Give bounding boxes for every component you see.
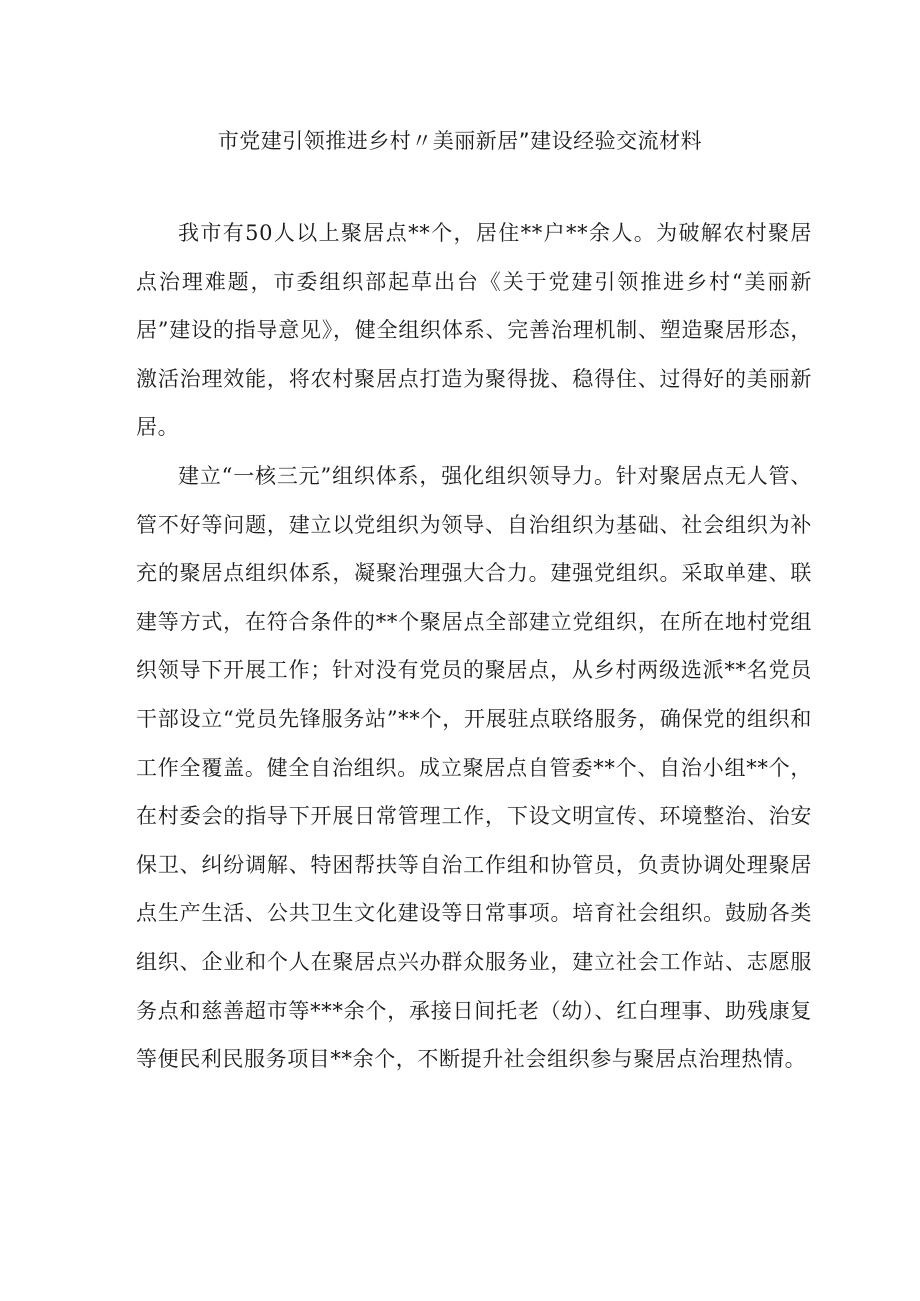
paragraph-intro: 我市有50人以上聚居点**个，居住**户**余人。为破解农村聚居点治理难题，市委组织部起草出台《关于党建引领推进乡村“美丽新居”建设的指导意见》，健全组织体系、完善治理机制、塑造聚居形态，激活治理效能，将农村聚居点打造为聚得拢、稳得住、过得好的美丽新居。 xyxy=(136,221,812,440)
paragraph-organization-system: 建立“一核三元”组织体系，强化组织领导力。针对聚居点无人管、管不好等问题，建立以党组织为领导、自治组织为基础、社会组织为补充的聚居点组织体系，凝聚治理强大合力。建强党组织。采取单建、联建等方式，在符合条件的**个聚居点全部建立党组织，在所在地村党组织领导下开展工作；针对没有党员的聚居点，从乡村两级选派**名党员干部设立“党员先锋服务站”**个，开展驻点联络服务，确保党的组织和工作全覆盖。健全自治组织。成立聚居点自管委**个、自治小组**个，在村委会的指导下开展日常管理工作，下设文明宣传、环境整治、治安保卫、纠纷调解、特困帮扶等自治工作组和协管员，负责协调处理聚居点生产生活、公共卫生文化建设等日常事项。培育社会组织。鼓励各类组织、企业和个人在聚居点兴办群众服务业，建立社会工作站、志愿服务点和慈善超市等***余个，承接日间托老（幼）、红白理事、助残康复等便民利民服务项目**余个，不断提升社会组织参与聚居点治理热情。 xyxy=(136,463,812,1072)
document-title: 市党建引领推进乡村〃美丽新居”建设经验交流材料 xyxy=(217,129,703,153)
document-body xyxy=(136,209,812,1084)
